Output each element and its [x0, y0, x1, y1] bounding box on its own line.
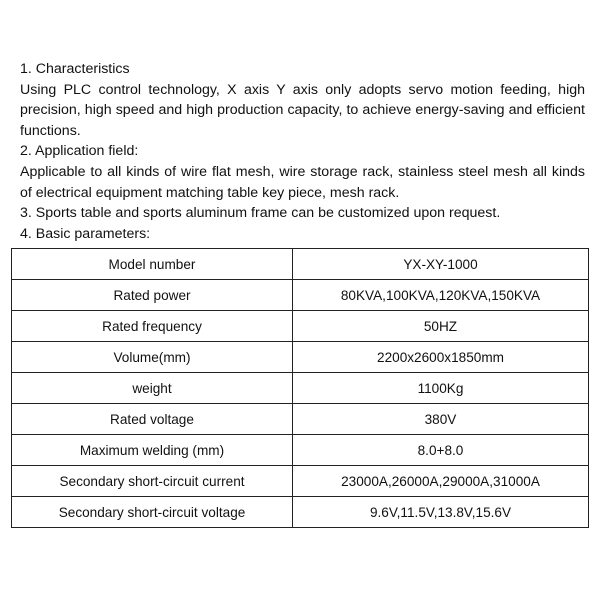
parameter-value: 23000A,26000A,29000A,31000A — [293, 466, 589, 497]
parameter-label: Volume(mm) — [12, 342, 293, 373]
parameter-value: YX-XY-1000 — [293, 249, 589, 280]
table-row — [12, 280, 589, 311]
table-row — [12, 466, 589, 497]
table-row — [12, 342, 589, 373]
application-heading: 2. Application field: — [20, 143, 139, 160]
parameter-value: 80KVA,100KVA,120KVA,150KVA — [293, 280, 589, 311]
parameter-value: 2200x2600x1850mm — [293, 342, 589, 373]
parameter-value: 9.6V,11.5V,13.8V,15.6V — [293, 497, 589, 528]
application-text: Applicable to all kinds of wire flat mesh, wire storage rack, stainless steel mesh all kinds of electrical equipment matching table key piece, mesh rack. — [20, 163, 585, 201]
parameter-label: Rated voltage — [12, 404, 293, 435]
customization-text: 3. Sports table and sports aluminum frame can be customized upon request. — [20, 205, 501, 222]
parameter-value: 1100Kg — [293, 373, 589, 404]
parameter-label: Maximum welding (mm) — [12, 435, 293, 466]
characteristics-text: Using PLC control technology, X axis Y axis only adopts servo motion feeding, high precision, high speed and high production capacity, to achieve energy-saving and efficient functions. — [20, 81, 585, 139]
table-row — [12, 249, 589, 280]
table-row — [12, 435, 589, 466]
table-row — [12, 311, 589, 342]
parameter-label: weight — [12, 373, 293, 404]
parameters-table — [11, 248, 589, 528]
document-body — [20, 59, 585, 244]
parameter-value: 8.0+8.0 — [293, 435, 589, 466]
table-row — [12, 373, 589, 404]
parameter-value: 50HZ — [293, 311, 589, 342]
parameter-label: Rated power — [12, 280, 293, 311]
table-row — [12, 404, 589, 435]
table-row — [12, 497, 589, 528]
parameters-heading: 4. Basic parameters: — [20, 225, 151, 242]
parameter-label: Secondary short-circuit current — [12, 466, 293, 497]
parameter-value: 380V — [293, 404, 589, 435]
parameter-label: Model number — [12, 249, 293, 280]
characteristics-heading: 1. Characteristics — [20, 61, 130, 77]
parameter-label: Secondary short-circuit voltage — [12, 497, 293, 528]
parameter-label: Rated frequency — [12, 311, 293, 342]
